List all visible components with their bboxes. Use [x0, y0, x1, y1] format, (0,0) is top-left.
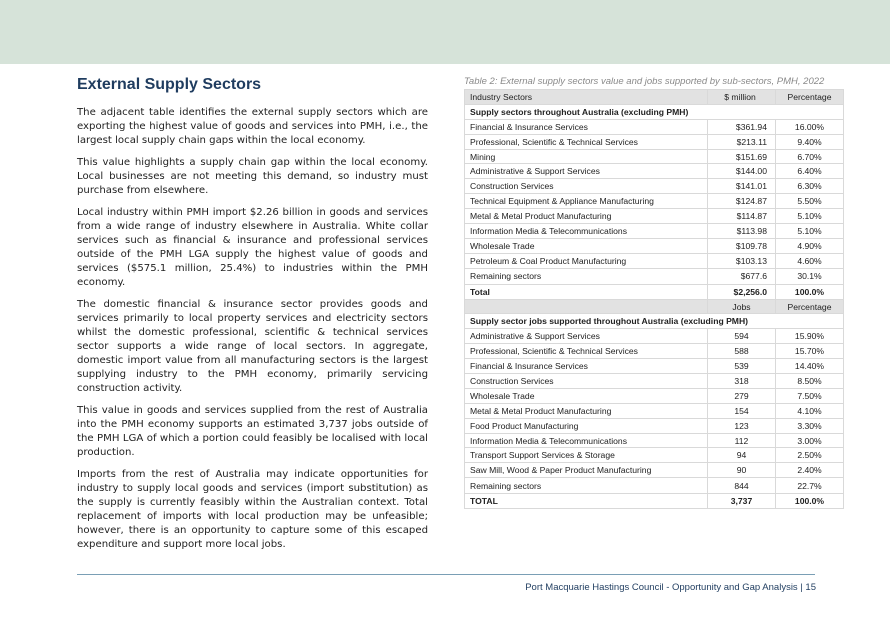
cell-jobs: 112 — [708, 433, 776, 448]
cell-value: $361.94 — [708, 119, 776, 134]
cell-value: $677.6 — [708, 268, 776, 284]
cell-percentage: 2.50% — [776, 448, 844, 463]
footer-rule — [77, 574, 815, 575]
table-column — [464, 76, 844, 509]
page-footer: Port Macquarie Hastings Council - Opportunity and Gap Analysis | 15 — [525, 582, 816, 593]
table-row — [465, 194, 844, 209]
cell-value: $109.78 — [708, 238, 776, 253]
value-section-row — [465, 104, 844, 119]
cell-percentage: 30.1% — [776, 268, 844, 284]
table-row — [465, 374, 844, 389]
cell-sector: Mining — [465, 149, 708, 164]
cell-sector: Information Media & Telecommunications — [465, 433, 708, 448]
table-row — [465, 388, 844, 403]
table-row — [465, 149, 844, 164]
cell-percentage: 3.30% — [776, 418, 844, 433]
table-row — [465, 463, 844, 478]
cell-sector: Financial & Insurance Services — [465, 359, 708, 374]
cell-sector: Saw Mill, Wood & Paper Product Manufacturing — [465, 463, 708, 478]
value-section-title: Supply sectors throughout Australia (excluding PMH) — [465, 104, 844, 119]
cell-sector: Metal & Metal Product Manufacturing — [465, 403, 708, 418]
table-row — [465, 448, 844, 463]
cell-sector: Construction Services — [465, 179, 708, 194]
cell-percentage: 14.40% — [776, 359, 844, 374]
cell-percentage: 2.40% — [776, 463, 844, 478]
table-row — [465, 119, 844, 134]
cell-percentage: 22.7% — [776, 478, 844, 494]
cell-jobs: 279 — [708, 388, 776, 403]
header-percentage: Percentage — [776, 299, 844, 314]
cell-percentage: 5.10% — [776, 224, 844, 239]
cell-sector: Transport Support Services & Storage — [465, 448, 708, 463]
cell-value: $2,256.0 — [708, 284, 776, 299]
table-row — [465, 209, 844, 224]
cell-jobs: 94 — [708, 448, 776, 463]
cell-percentage: 15.70% — [776, 344, 844, 359]
header-percentage: Percentage — [776, 90, 844, 105]
table-row — [465, 433, 844, 448]
supply-sectors-table — [464, 89, 844, 509]
cell-sector: Remaining sectors — [465, 268, 708, 284]
paragraph: Local industry within PMH import $2.26 billion in goods and services from a wide range of industry elsewhere in Australia. White collar services such as financial & insurance and professional services outside of the PMH LGA supply the highest value of goods and services ($575.1 million, 25.4%) to industries within the PMH economy. — [77, 207, 428, 288]
cell-jobs: 588 — [708, 344, 776, 359]
cell-value: $144.00 — [708, 164, 776, 179]
cell-jobs: 594 — [708, 329, 776, 344]
cell-sector: Petroleum & Coal Product Manufacturing — [465, 253, 708, 268]
value-total-row — [465, 284, 844, 299]
cell-sector: Information Media & Telecommunications — [465, 224, 708, 239]
paragraph: The domestic financial & insurance sector provides goods and services primarily to local property services and electricity sectors whilst the domestic professional, scientific & technical services sector supports a wide range of local sectors. In aggregate, domestic import value from all manufacturing sectors is the largest supplying industry to the PMH economy, primarily servicing construction activity. — [77, 299, 428, 394]
table-row — [465, 164, 844, 179]
cell-sector: Construction Services — [465, 374, 708, 389]
table-row — [465, 224, 844, 239]
cell-sector: Administrative & Support Services — [465, 164, 708, 179]
cell-percentage: 6.30% — [776, 179, 844, 194]
table-row — [465, 359, 844, 374]
cell-sector: TOTAL — [465, 494, 708, 509]
cell-percentage: 5.10% — [776, 209, 844, 224]
cell-sector: Professional, Scientific & Technical Services — [465, 134, 708, 149]
cell-sector: Wholesale Trade — [465, 238, 708, 253]
cell-sector: Total — [465, 284, 708, 299]
table-row — [465, 134, 844, 149]
cell-value: $151.69 — [708, 149, 776, 164]
jobs-section-title: Supply sector jobs supported throughout Australia (excluding PMH) — [465, 314, 844, 329]
cell-sector: Food Product Manufacturing — [465, 418, 708, 433]
top-banner — [0, 0, 890, 64]
table-row — [465, 329, 844, 344]
cell-jobs: 123 — [708, 418, 776, 433]
cell-percentage: 7.50% — [776, 388, 844, 403]
jobs-header-row — [465, 299, 844, 314]
cell-percentage: 100.0% — [776, 494, 844, 509]
value-remaining-row — [465, 268, 844, 284]
paragraph: This value highlights a supply chain gap within the local economy. Local businesses are not meeting this demand, so industry must purchase from elsewhere. — [77, 157, 428, 196]
cell-jobs: 844 — [708, 478, 776, 494]
cell-percentage: 15.90% — [776, 329, 844, 344]
cell-sector: Professional, Scientific & Technical Services — [465, 344, 708, 359]
table-row — [465, 179, 844, 194]
table-row — [465, 418, 844, 433]
paragraph: The adjacent table identifies the external supply sectors which are exporting the highest value of goods and services into PMH, i.e., the largest local supply chain gaps within the local economy. — [77, 107, 428, 146]
table-row — [465, 403, 844, 418]
cell-percentage: 8.50% — [776, 374, 844, 389]
cell-value: $124.87 — [708, 194, 776, 209]
cell-jobs: 318 — [708, 374, 776, 389]
cell-percentage: 100.0% — [776, 284, 844, 299]
paragraph: Imports from the rest of Australia may indicate opportunities for industry to supply local goods and services (import substitution) as the supply is currently feasibly within the Australian context. Total replacement of imports with local production may be unfeasible; however, there is an opportunity to capture some of this escaped expenditure and support more local jobs. — [77, 469, 428, 550]
cell-value: $113.98 — [708, 224, 776, 239]
cell-jobs: 3,737 — [708, 494, 776, 509]
jobs-header-blank — [465, 299, 708, 314]
table-row — [465, 253, 844, 268]
cell-percentage: 5.50% — [776, 194, 844, 209]
cell-value: $114.87 — [708, 209, 776, 224]
header-jobs: Jobs — [708, 299, 776, 314]
jobs-remaining-row — [465, 478, 844, 494]
cell-percentage: 16.00% — [776, 119, 844, 134]
text-column — [77, 76, 428, 560]
section-heading: External Supply Sectors — [77, 76, 262, 93]
cell-value: $213.11 — [708, 134, 776, 149]
cell-sector: Financial & Insurance Services — [465, 119, 708, 134]
cell-percentage: 6.70% — [776, 149, 844, 164]
table-row — [465, 344, 844, 359]
cell-percentage: 6.40% — [776, 164, 844, 179]
header-million: $ million — [708, 90, 776, 105]
jobs-section-row — [465, 314, 844, 329]
cell-percentage: 4.60% — [776, 253, 844, 268]
cell-sector: Metal & Metal Product Manufacturing — [465, 209, 708, 224]
table-row — [465, 238, 844, 253]
table-caption: Table 2: External supply sectors value and jobs supported by sub-sectors, PMH, 2022 — [464, 76, 825, 87]
table-header-row — [465, 90, 844, 105]
cell-jobs: 154 — [708, 403, 776, 418]
cell-percentage: 4.10% — [776, 403, 844, 418]
cell-value: $141.01 — [708, 179, 776, 194]
cell-percentage: 9.40% — [776, 134, 844, 149]
jobs-total-row — [465, 494, 844, 509]
cell-jobs: 90 — [708, 463, 776, 478]
cell-percentage: 3.00% — [776, 433, 844, 448]
cell-percentage: 4.90% — [776, 238, 844, 253]
cell-sector: Wholesale Trade — [465, 388, 708, 403]
cell-sector: Remaining sectors — [465, 478, 708, 494]
cell-jobs: 539 — [708, 359, 776, 374]
paragraph: This value in goods and services supplied from the rest of Australia into the PMH economy supports an estimated 3,737 jobs outside of the PMH LGA of which a portion could feasibly be localised with local production. — [77, 405, 428, 458]
cell-value: $103.13 — [708, 253, 776, 268]
header-industry-sectors: Industry Sectors — [465, 90, 708, 105]
cell-sector: Administrative & Support Services — [465, 329, 708, 344]
cell-sector: Technical Equipment & Appliance Manufacturing — [465, 194, 708, 209]
